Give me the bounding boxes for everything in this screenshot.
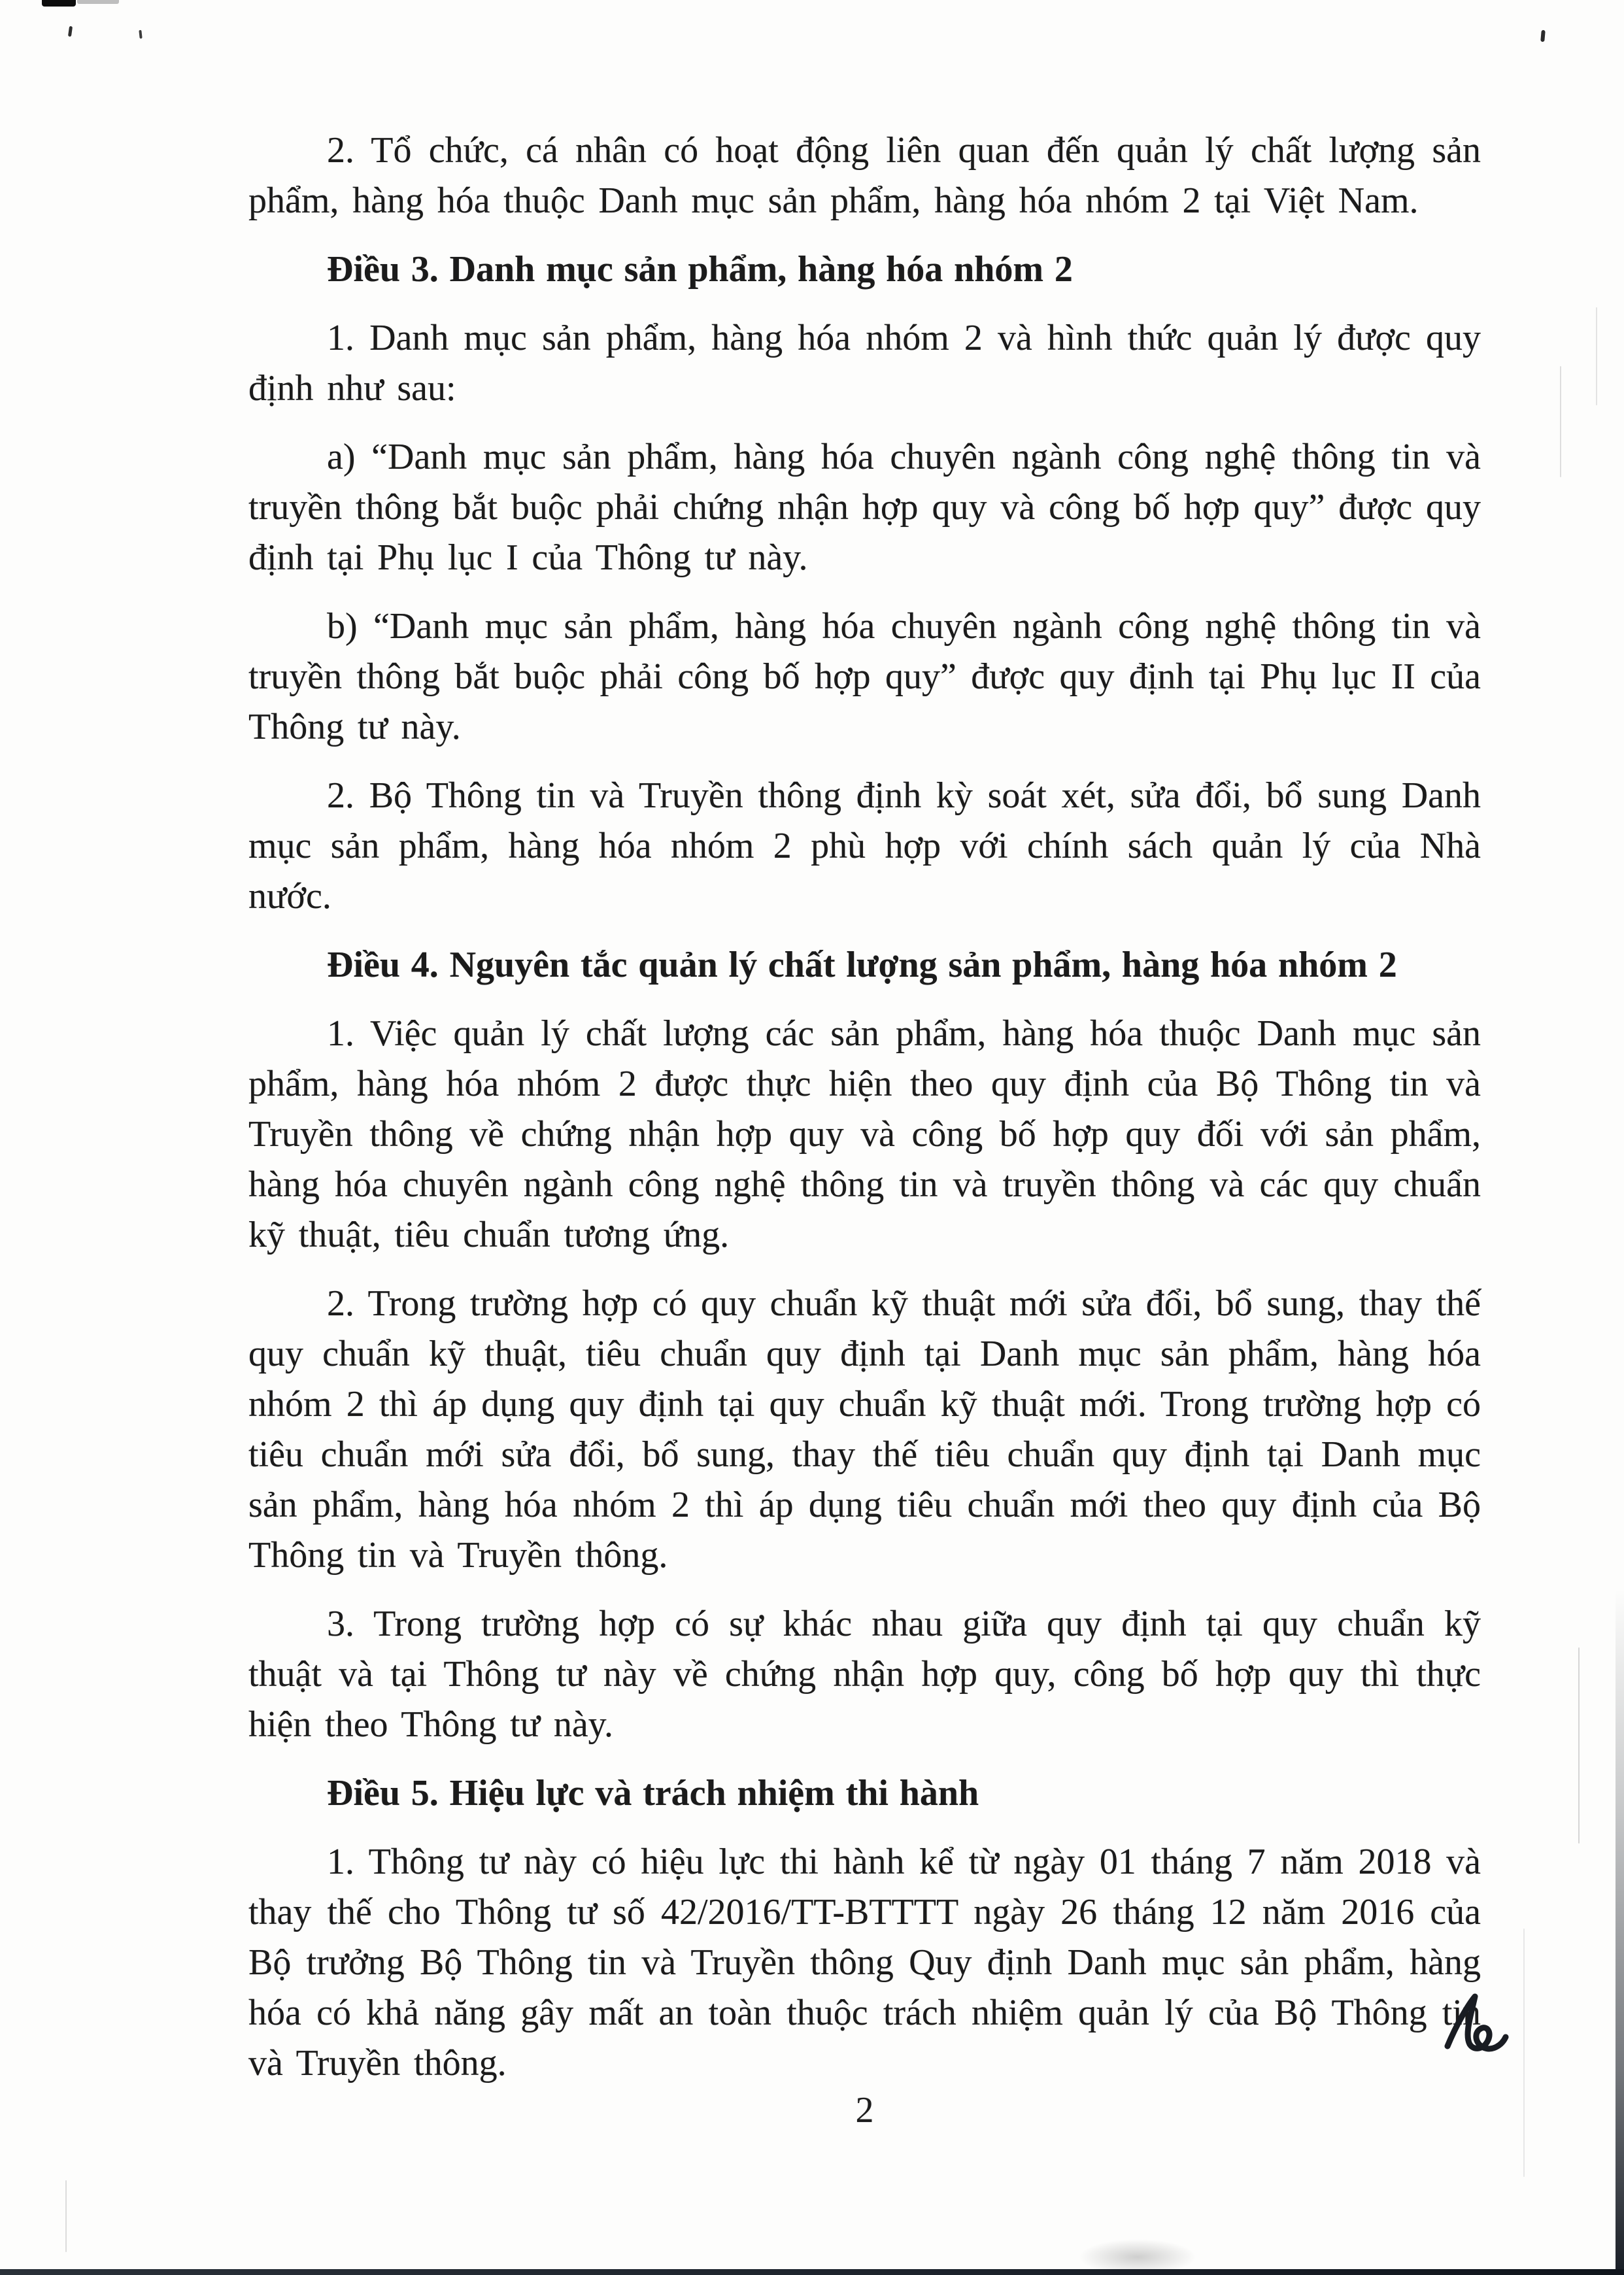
scan-scratch bbox=[1596, 307, 1597, 405]
scan-artifact-top-bar bbox=[42, 0, 76, 7]
scan-artifact-top-bar-faded bbox=[77, 0, 119, 4]
paragraph: 2. Bộ Thông tin và Truyền thông định kỳ soát xét, sửa đổi, bổ sung Danh mục sản phẩm, hàng hóa nhóm 2 phù hợp với chính sách quản lý của Nhà nước. bbox=[248, 775, 1481, 917]
scan-scratch bbox=[1560, 366, 1561, 477]
paragraph: 1. Việc quản lý chất lượng các sản phẩm, hàng hóa thuộc Danh mục sản phẩm, hàng hóa nhóm 2 được thực hiện theo quy định của Bộ Thông tin và Truyền thông về chứng nhận hợp quy và công bố hợp quy đối với sản phẩm, hàng hóa chuyên ngành công nghệ thông tin và truyền thông và các quy chuẩn kỹ thuật, tiêu chuẩn tương ứng. bbox=[248, 1013, 1481, 1255]
scan-speck bbox=[1540, 30, 1546, 42]
paragraph: 1. Danh mục sản phẩm, hàng hóa nhóm 2 và hình thức quản lý được quy định như sau: bbox=[248, 318, 1481, 409]
paragraph: 2. Trong trường hợp có quy chuẩn kỹ thuật mới sửa đổi, bổ sung, thay thế quy chuẩn kỹ thuật, tiêu chuẩn quy định tại Danh mục sản phẩm, hàng hóa nhóm 2 thì áp dụng quy định tại quy chuẩn kỹ thuật mới. Trong trường hợp có tiêu chuẩn mới sửa đổi, bổ sung, thay thế tiêu chuẩn quy định tại Danh mục sản phẩm, hàng hóa nhóm 2 thì áp dụng tiêu chuẩn mới theo quy định của Bộ Thông tin và Truyền thông. bbox=[248, 1283, 1481, 1576]
page-edge-shadow-right bbox=[1616, 1589, 1624, 2275]
page-edge-shadow-bottom bbox=[0, 2269, 1624, 2275]
scan-scratch bbox=[65, 2180, 67, 2252]
section-heading: Điều 4. Nguyên tắc quản lý chất lượng sản phẩm, hàng hóa nhóm 2 bbox=[327, 945, 1397, 985]
scan-speck bbox=[139, 30, 142, 39]
paragraph: 1. Thông tư này có hiệu lực thi hành kể từ ngày 01 tháng 7 năm 2018 và thay thế cho Thông tư số 42/2016/TT-BTTTT ngày 26 tháng 12 năm 2016 của Bộ trưởng Bộ Thông tin và Truyền thông Quy định Danh mục sản phẩm, hàng hóa có khả năng gây mất an toàn thuộc trách nhiệm quản lý của Bộ Thông tin và Truyền thông. bbox=[248, 1842, 1481, 2083]
section-heading: Điều 3. Danh mục sản phẩm, hàng hóa nhóm 2 bbox=[327, 249, 1073, 290]
section-heading: Điều 5. Hiệu lực và trách nhiệm thi hành bbox=[327, 1773, 979, 1813]
paragraph: 2. Tổ chức, cá nhân có hoạt động liên quan đến quản lý chất lượng sản phẩm, hàng hóa thuộc Danh mục sản phẩm, hàng hóa nhóm 2 tại Việt Nam. bbox=[248, 130, 1481, 221]
page-number: 2 bbox=[855, 2090, 874, 2131]
text-column bbox=[248, 126, 1481, 2107]
paragraph: b) “Danh mục sản phẩm, hàng hóa chuyên ngành công nghệ thông tin và truyền thông bắt buộc phải công bố hợp quy” được quy định tại Phụ lục II của Thông tư này. bbox=[248, 606, 1481, 747]
handwritten-initial-icon bbox=[1437, 1986, 1535, 2061]
paragraph: a) “Danh mục sản phẩm, hàng hóa chuyên ngành công nghệ thông tin và truyền thông bắt buộc phải chứng nhận hợp quy và công bố hợp quy” được quy định tại Phụ lục I của Thông tư này. bbox=[248, 437, 1481, 578]
paragraph: 3. Trong trường hợp có sự khác nhau giữa quy định tại quy chuẩn kỹ thuật và tại Thông tư này về chứng nhận hợp quy, công bố hợp quy thì thực hiện theo Thông tư này. bbox=[248, 1604, 1481, 1745]
scan-scratch bbox=[1578, 1647, 1580, 1844]
scan-speck bbox=[68, 26, 73, 37]
